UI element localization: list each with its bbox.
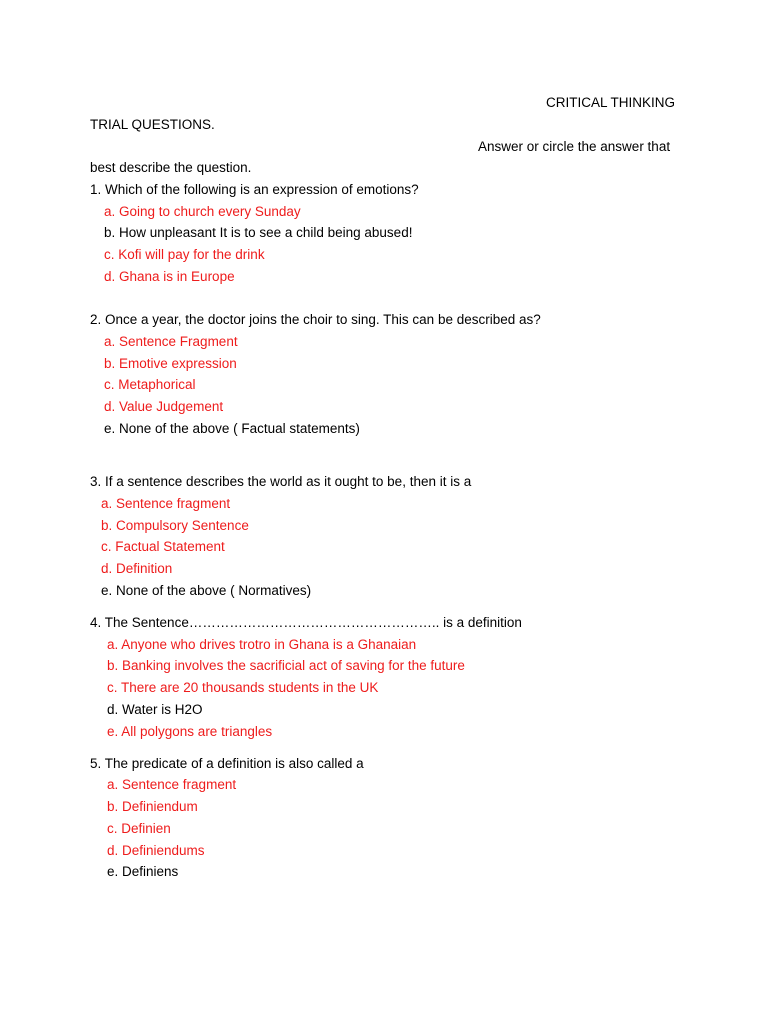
question-3-option-c[interactable]: c. Factual Statement [101, 539, 225, 554]
question-4-option-d[interactable]: d. Water is H2O [107, 702, 203, 717]
question-5-option-b[interactable]: b. Definiendum [107, 799, 198, 814]
question-2-option-c[interactable]: c. Metaphorical [104, 377, 196, 392]
question-2-prompt: 2. Once a year, the doctor joins the choir to sing. This can be described as? [90, 312, 541, 327]
instruction-line-2: best describe the question. [90, 160, 252, 175]
question-5-option-c[interactable]: c. Definien [107, 821, 171, 836]
question-1-option-d[interactable]: d. Ghana is in Europe [104, 269, 235, 284]
question-4-option-b[interactable]: b. Banking involves the sacrificial act of saving for the future [107, 658, 465, 673]
question-4-option-c[interactable]: c. There are 20 thousands students in the UK [107, 680, 379, 695]
document-title: CRITICAL THINKING [546, 95, 676, 110]
question-3-option-a[interactable]: a. Sentence fragment [101, 496, 231, 511]
question-1-option-b[interactable]: b. How unpleasant It is to see a child being abused! [104, 225, 413, 240]
question-4-prompt: 4. The Sentence……………………………………………….. is a definition [90, 615, 522, 630]
question-4-option-a[interactable]: a. Anyone who drives trotro in Ghana is a Ghanaian [107, 637, 417, 652]
question-3-prompt: 3. If a sentence describes the world as it ought to be, then it is a [90, 474, 472, 489]
document-subtitle: TRIAL QUESTIONS. [90, 117, 215, 132]
question-5-option-d[interactable]: d. Definiendums [107, 843, 205, 858]
question-2-option-a[interactable]: a. Sentence Fragment [104, 334, 238, 349]
question-1-prompt: 1. Which of the following is an expression of emotions? [90, 182, 419, 197]
question-4-option-e[interactable]: e. All polygons are triangles [107, 724, 273, 739]
question-1-option-c[interactable]: c. Kofi will pay for the drink [104, 247, 265, 262]
question-5-prompt: 5. The predicate of a definition is also called a [90, 756, 364, 771]
question-3-option-d[interactable]: d. Definition [101, 561, 173, 576]
question-3-option-b[interactable]: b. Compulsory Sentence [101, 518, 249, 533]
question-1-option-a[interactable]: a. Going to church every Sunday [104, 204, 301, 219]
question-5-option-e[interactable]: e. Definiens [107, 864, 179, 879]
question-5-option-a[interactable]: a. Sentence fragment [107, 777, 237, 792]
question-2-option-b[interactable]: b. Emotive expression [104, 356, 237, 371]
question-2-option-e[interactable]: e. None of the above ( Factual statements) [104, 421, 360, 436]
question-2-option-d[interactable]: d. Value Judgement [104, 399, 224, 414]
question-3-option-e[interactable]: e. None of the above ( Normatives) [101, 583, 312, 598]
instruction-line-1: Answer or circle the answer that [478, 139, 671, 154]
